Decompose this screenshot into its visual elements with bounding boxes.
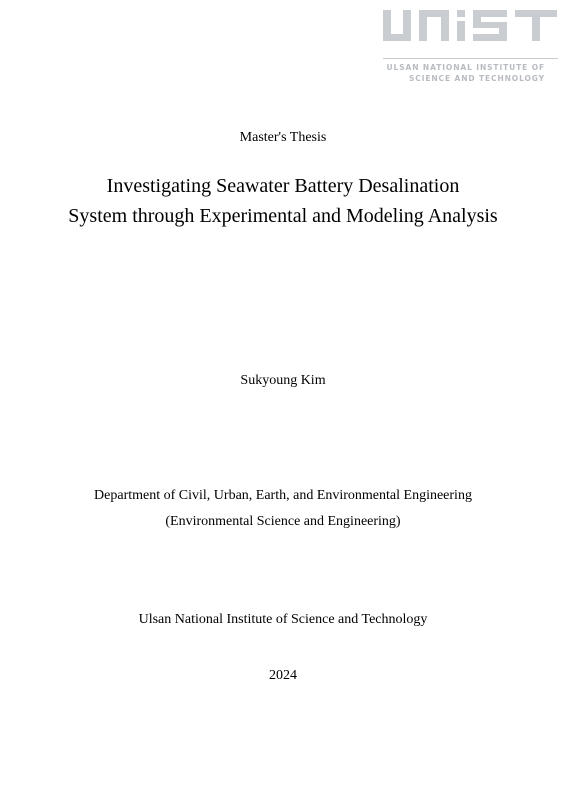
department-line1: Department of Civil, Urban, Earth, and Environmental Engineering: [94, 488, 472, 503]
logo-subtitle-line2: SCIENCE AND TECHNOLOGY: [408, 74, 545, 83]
year: 2024: [269, 668, 297, 683]
thesis-type: Master's Thesis: [239, 130, 327, 145]
institution-name: Ulsan National Institute of Science and Technology: [138, 612, 428, 627]
logo-divider: [383, 58, 558, 59]
thesis-title-line2: System through Experimental and Modeling Analysis: [68, 205, 498, 227]
unist-logo: [383, 10, 558, 83]
author-name: Sukyoung Kim: [240, 373, 326, 388]
logo-subtitle-line1: ULSAN NATIONAL INSTITUTE OF: [386, 63, 545, 72]
thesis-title-line1: Investigating Seawater Battery Desalination: [106, 175, 460, 197]
unist-wordmark-icon: [383, 10, 558, 52]
department-line2: (Environmental Science and Engineering): [165, 514, 401, 529]
